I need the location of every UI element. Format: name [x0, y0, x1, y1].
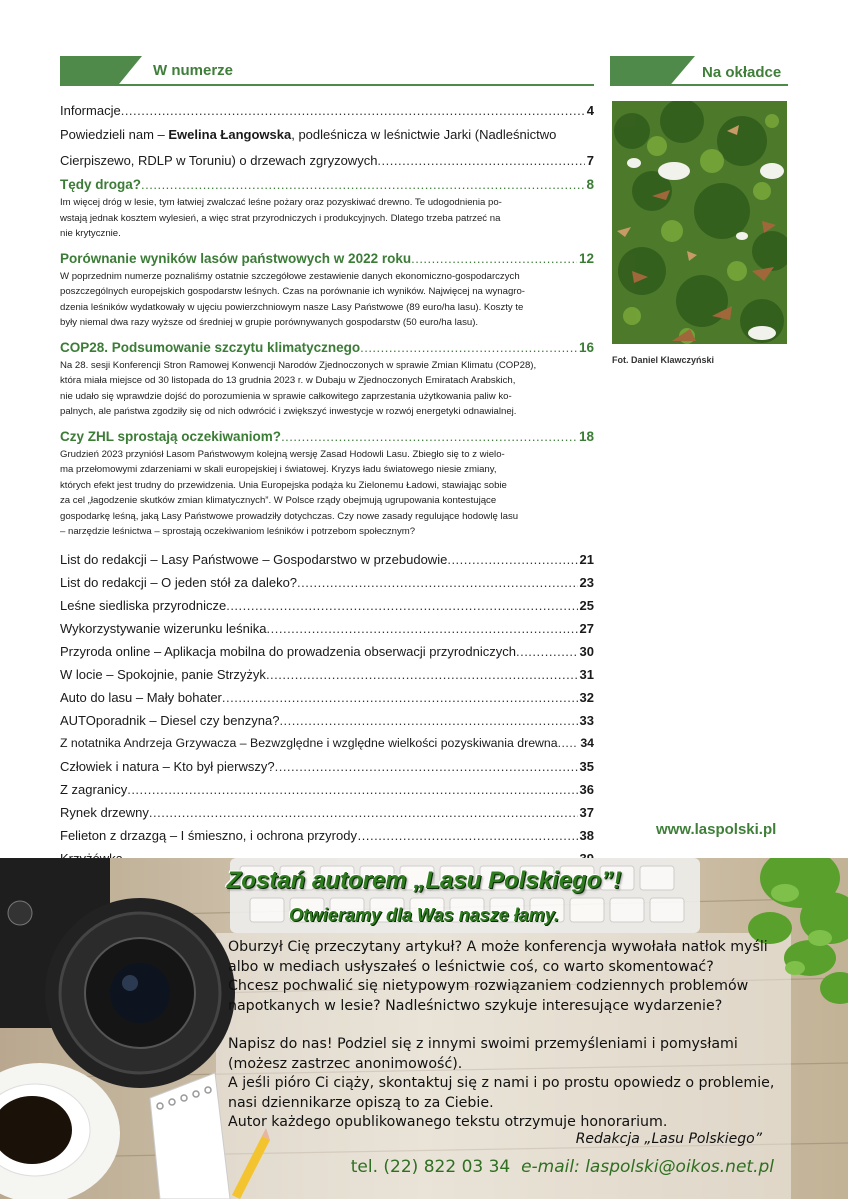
editorial-signature: Redakcja „Lasu Polskiego”: [575, 1131, 762, 1147]
toc-entry-powiedzieli[interactable]: Powiedzieli nam – Ewelina Łangowska, podleśnicza w leśnictwie Jarki (Nadleśnictwo Cierpiszewo, RDLP w Toruniu) o drzewach zgryzowych ..... 7: [60, 123, 594, 174]
banner-text: Oburzył Cię przeczytany artykuł? A może konferencja wywołała natłok myśli albo w mediach usłyszałeś o leśnictwie coś, co warto skomentować? Chcesz pochwalić się nietypowym rozwiązaniem codziennych problemów napotkanych w lesie? Nadleśnictwo szykuje interesujące wydarzenie? Napisz do nas! Podziel się z innymi swoimi przemyśleniami i pomysłami (możesz zastrzec anonimowość). A jeśli pióro Ci ciąży, skontaktuj się z nami i po prostu opowiedz o problemie, nasi dziennikarze opiszą to za Ciebie. Autor każdego opublikowanego tekstu otrzymuje honorarium.: [228, 939, 775, 1130]
banner-subtitle: Otwieramy dla Was nasze łamy.: [288, 905, 560, 925]
toc-entry[interactable]: Auto do lasu – Mały bohater ..... 32: [60, 686, 594, 709]
toc-entry[interactable]: Rynek drzewny ..... 37: [60, 801, 594, 824]
article-summary: Na 28. sesji Konferencji Stron Ramowej Konwencji Narodów Zjednoczonych w sprawie Zmian Klimatu (COP28), która miała miejsce od 30 listopada do 13 grudnia 2023 r. w Dubaju w Zjednoczonych Emiratach Arabskich, nie udało się wprawdzie dojść do porozumienia w sprawie całkowitego zaprzestania użytkowania paliw ko- palnych, ale państwa zgodziły się od nich odwrócić i zwiększyć inwestycje w rozwój energetyki odnawialnej.: [60, 359, 537, 417]
in-issue-title: W numerze: [153, 62, 234, 79]
cover-header: [610, 56, 788, 86]
email-address[interactable]: e-mail: laspolski@oikos.net.pl: [521, 1157, 774, 1177]
moss-photo-illustration: [612, 101, 787, 344]
phone-number[interactable]: tel. (22) 822 03 34: [350, 1157, 511, 1177]
contact-info: [351, 1157, 774, 1177]
featured-article[interactable]: COP28. Podsumowanie szczytu klimatycznego ..... 16 Na 28. sesji Konferencji Stron Ramowej Konwencji Narodów Zjednoczonych w sprawie Zmian Klimatu (COP28), która miała miejsce od 30 listopada do 13 grudnia 2023 r. w Dubaju w Zjednoczonych Emiratach Arabskich, nie udało się wprawdzie dojść do porozumienia w sprawie całkowitego zaprzestania użytkowania paliw ko- palnych, ale państwa zgodziły się od nich odwrócić i zwiększyć inwestycje w rozwój energetyki odnawialnej.: [60, 337, 594, 420]
toc-entry[interactable]: Leśne siedliska przyrodnicze ..... 25: [60, 594, 594, 617]
toc-entry[interactable]: Człowiek i natura – Kto był pierwszy? ..... 35: [60, 755, 594, 778]
toc-entry[interactable]: List do redakcji – Lasy Państwowe – Gospodarstwo w przebudowie ..... 21: [60, 548, 594, 571]
toc-entry[interactable]: Wykorzystywanie wizerunku leśnika ..... 27: [60, 617, 594, 640]
photo-credit: Fot. Daniel Klawczyński: [612, 355, 715, 365]
toc-entry[interactable]: Z zagranicy ..... 36: [60, 778, 594, 801]
toc-featured-articles: [60, 174, 594, 540]
toc-entry[interactable]: List do redakcji – O jeden stół za daleko? ..... 23: [60, 571, 594, 594]
website-link[interactable]: www.laspolski.pl: [656, 821, 777, 838]
toc-entry[interactable]: Z notatnika Andrzeja Grzywacza – Bezwzględne i względne wielkości pozyskiwania drewna ..... 34: [60, 732, 594, 755]
toc-entry[interactable]: W locie – Spokojnie, panie Strzyżyk ..... 31: [60, 663, 594, 686]
cover-photo[interactable]: [612, 101, 787, 344]
author-invitation-banner: [0, 858, 848, 1199]
article-summary: Grudzień 2023 przyniósł Lasom Państwowym kolejną wersję Zasad Hodowli Lasu. Zbiegło się to z wielo- ma przełomowymi zdarzeniami w skali europejskiej i światowej. Kryzys ładu światowego niesie zmiany, których efekt jest trudny do przewidzenia. Unia Europejska podąża ku Zielonemu Ładowi, stawiając sobie za cel „łagodzenie skutków zmian klimatycznych”. W Polsce rządy obejmują ugrupowania kontestujące gospodarkę leśną, jaką Lasy Państwowe prowadziły dotychczas. Czy nowe zasady regulujące hodowlę lasu – narzędzie leśnictwa – sprostają oczekiwaniom leśników i potrzebom społecznym?: [60, 448, 519, 537]
cover-title: Na okładce: [702, 64, 782, 81]
featured-article[interactable]: Porównanie wyników lasów państwowych w 2022 roku ..... 12 W poprzednim numerze poznaliśmy ostatnie szczegółowe zestawienie danych ekonomiczno-gospodarczych poszczególnych europejskich gospodarstw leśnych. Czas na porównanie ich wyników. Najwięcej na wynagro- dzenia leśników wydatkowały w ujęciu powierzchniowym nasze Lasy Państwowe (89 euro/ha lasu). Koszty te były niemal dwa razy wyższe od średniej w grupie porównywanych gospodarstw (50 euro/ha lasu).: [60, 248, 594, 331]
featured-article[interactable]: Czy ZHL sprostają oczekiwaniom? ..... 18 Grudzień 2023 przyniósł Lasom Państwowym kolejną wersję Zasad Hodowli Lasu. Zbiegło się to z wielo- ma przełomowymi zdarzeniami w skali europejskiej i światowej. Kryzys ładu światowego niesie zmiany, których efekt jest trudny do przewidzenia. Unia Europejska podąża ku Zielonemu Ładowi, stawiając sobie za cel „łagodzenie skutków zmian klimatycznych”. W Polsce rządy obejmują ugrupowania kontestujące gospodarkę leśną, jaką Lasy Państwowe prowadziły dotychczas. Czy nowe zasady regulujące hodowlę lasu – narzędzie leśnictwa – sprostają oczekiwaniom leśników i potrzebom społecznym?: [60, 426, 594, 540]
table-of-contents: [60, 99, 594, 870]
toc-list: [60, 548, 594, 870]
in-issue-header: [60, 56, 594, 86]
article-summary: W poprzednim numerze poznaliśmy ostatnie szczegółowe zestawienie danych ekonomiczno-gospodarczych poszczególnych europejskich gospodarstw leśnych. Czas na porównanie ich wyników. Najwięcej na wynagro- dzenia leśników wydatkowały w ujęciu powierzchniowym nasze Lasy Państwowe (89 euro/ha lasu). Koszty te były niemal dwa razy wyższe od średniej w grupie porównywanych gospodarstw (50 euro/ha lasu).: [60, 270, 526, 328]
article-summary: Im więcej dróg w lesie, tym łatwiej zwalczać leśne pożary oraz pozyskiwać drewno. Te udogodnienia po- wstają jednak kosztem wylesień, a więc strat przyrodniczych i produkcyjnych. Dlatego trzeba patrzeć na nie krytycznie.: [60, 197, 502, 239]
toc-entry[interactable]: Przyroda online – Aplikacja mobilna do prowadzenia obserwacji przyrodniczych ..... 30: [60, 640, 594, 663]
toc-entry[interactable]: Felieton z drzazgą – I śmieszno, i ochrona przyrody… ..... 38: [60, 824, 594, 847]
featured-article[interactable]: Tędy droga? ..... 8 Im więcej dróg w lesie, tym łatwiej zwalczać leśne pożary oraz pozyskiwać drewno. Te udogodnienia po- wstają jednak kosztem wylesień, a więc strat przyrodniczych i produkcyjnych. Dlatego trzeba patrzeć na nie krytycznie.: [60, 174, 594, 242]
toc-entry[interactable]: AUTOporadnik – Diesel czy benzyna? ..... 33: [60, 709, 594, 732]
interviewee-name: Ewelina Łangowska: [168, 127, 292, 142]
toc-entry-informacje[interactable]: Informacje ..... 4: [60, 99, 594, 123]
banner-title: Zostań autorem „Lasu Polskiego”!: [226, 867, 622, 894]
